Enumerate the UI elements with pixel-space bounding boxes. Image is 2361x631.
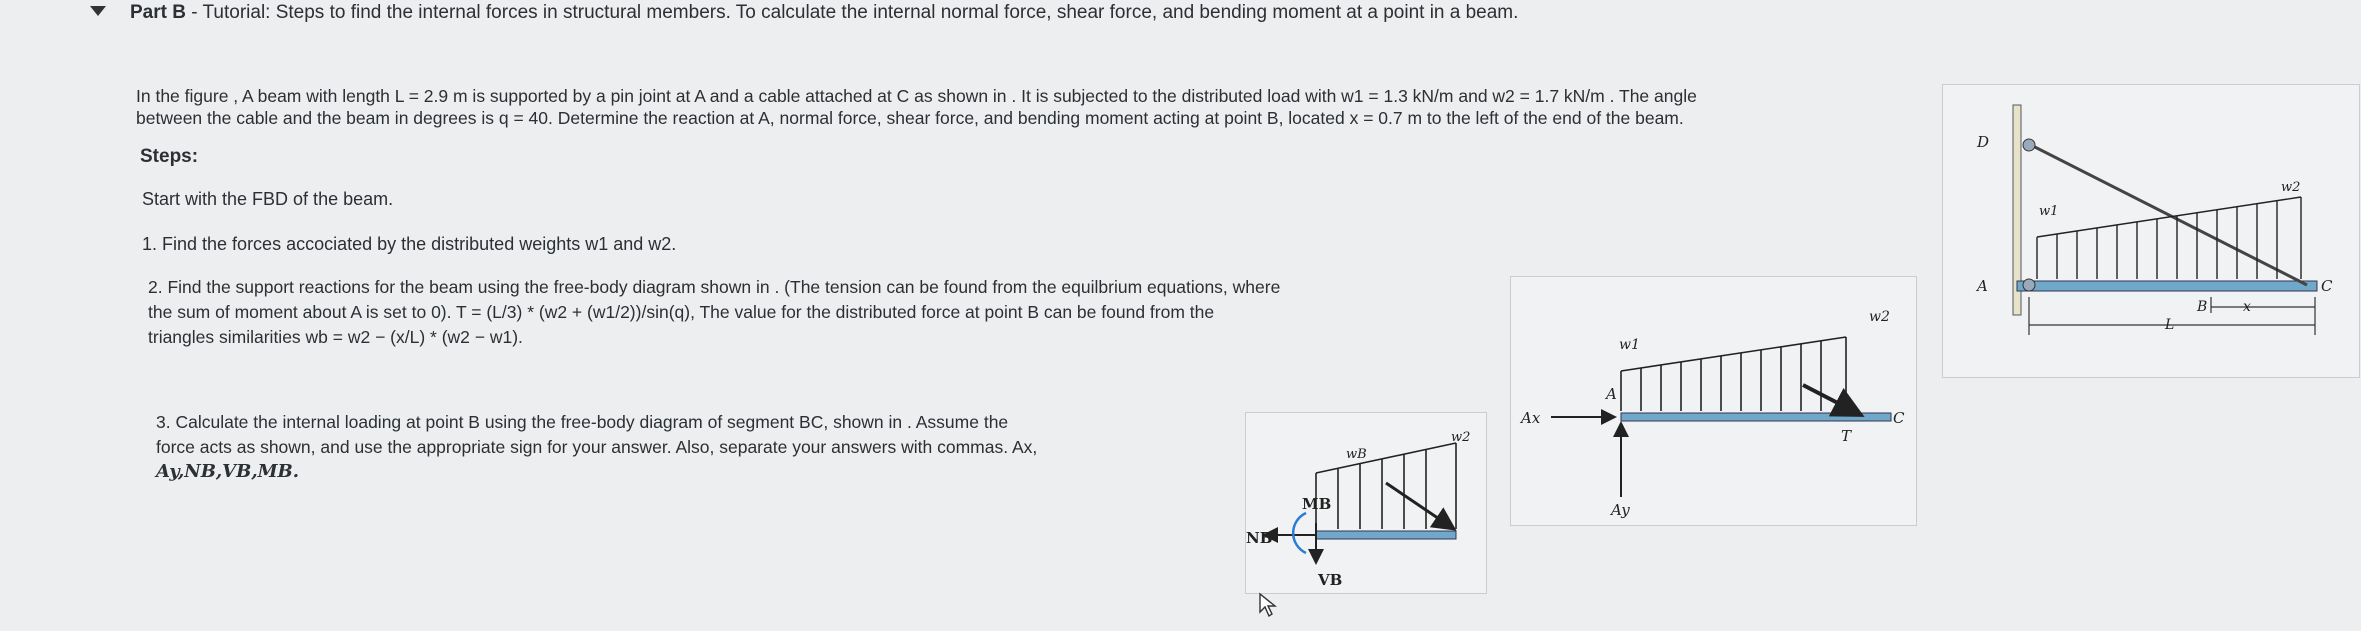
steps-heading: Steps: (140, 146, 199, 167)
main-d-label: D (1977, 133, 1990, 151)
problem-line-1: In the figure , A beam with length L = 2.9 m is supported by a pin joint at A and a cable attached at C as shown in . It is subjected to the distributed load with w1 = 1.3 kN/m and w2 = 1.7 kN/m . The angle (136, 86, 1697, 106)
mb-arc (1293, 513, 1306, 553)
part-title-text: - Tutorial: Steps to find the internal forces in structural members. To calculate the internal normal force, shear force, and bending moment at a point in a beam. (185, 2, 1519, 23)
step-3-line-2: force acts as shown, and use the appropriate sign for your answer. Also, separate your answers with commas. Ax, (156, 437, 1038, 457)
main-l-label: L (2165, 317, 2175, 333)
step-2-line-2: the sum of moment about A is set to 0). T = (L/3) * (w2 + (w1/2))/sin(q), The value for the distributed force at point B can be found from the (148, 302, 1215, 322)
step-2-line-3: triangles similarities wb = w2 − (x/L) * (w2 − w1). (148, 327, 523, 347)
segment-cable (1386, 483, 1454, 529)
segment-beam (1316, 531, 1456, 539)
fbd-beam (1621, 413, 1891, 421)
problem-line-2: between the cable and the beam in degrees is q = 40. Determine the reaction at A, normal force, shear force, and bending moment acting at point B, located x = 0.7 m to the left of the end of the beam. (136, 108, 1684, 128)
main-b-label: B (2197, 299, 2208, 315)
fbd-t-label: T (1841, 427, 1852, 445)
step-3-line-3: Ay,NB,VB,MB. (156, 461, 300, 482)
part-title (130, 2, 1518, 24)
fbd-ay-label: Ay (1611, 501, 1630, 519)
beam-fbd-diagram (1511, 277, 1916, 525)
mb-label: MB (1302, 495, 1332, 513)
figure-main-beam (1942, 84, 2360, 378)
figure-beam-fbd (1510, 276, 1917, 526)
fbd-cable-tension (1803, 385, 1861, 415)
pin-a (2023, 279, 2035, 291)
mouse-cursor-icon (1258, 592, 1278, 618)
step-3-line-1: 3. Calculate the internal loading at point B using the free-body diagram of segment BC, shown in . Assume the (156, 412, 1009, 432)
main-cable (2031, 145, 2307, 285)
fbd-c-label: C (1893, 409, 1905, 427)
part-label: Part B (130, 2, 186, 23)
nb-label: NB (1246, 529, 1273, 547)
main-w1-label: w1 (2039, 204, 2059, 219)
main-x-label: x (2243, 299, 2251, 315)
step-1: 1. Find the forces accociated by the distributed weights w1 and w2. (142, 234, 677, 254)
main-load (2037, 197, 2301, 279)
fbd-load (1621, 337, 1846, 411)
fbd-ax-label: Ax (1521, 409, 1541, 427)
segment-bc-diagram (1246, 413, 1486, 593)
collapse-toggle-icon[interactable] (90, 6, 106, 16)
step-2-line-1: 2. Find the support reactions for the beam using the free-body diagram shown in . (The tension can be found from the equilbrium equations, where (148, 277, 1281, 297)
pin-d (2023, 139, 2035, 151)
main-c-label: C (2321, 277, 2333, 295)
w2-label: w2 (1451, 430, 1471, 445)
figure-segment-bc (1245, 412, 1487, 594)
fbd-w1-label: w1 (1619, 337, 1640, 353)
main-beam (2017, 281, 2317, 291)
main-beam-diagram (1943, 85, 2359, 377)
main-a-label: A (1977, 277, 1988, 295)
fbd-w2-label: w2 (1869, 309, 1890, 325)
main-w2-label: w2 (2281, 180, 2301, 195)
step-start: Start with the FBD of the beam. (142, 189, 394, 209)
wb-label: wB (1346, 447, 1367, 462)
fbd-a-label: A (1606, 385, 1617, 403)
vb-label: VB (1318, 571, 1343, 589)
